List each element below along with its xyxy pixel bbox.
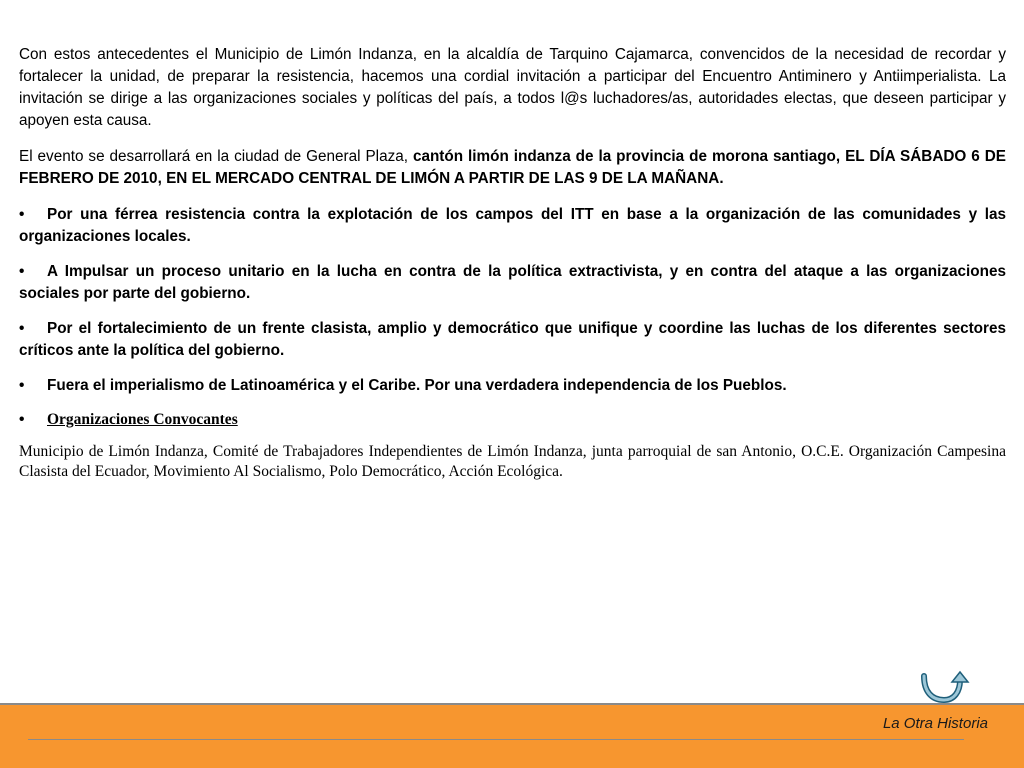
bullet-item-2 <box>19 261 1006 305</box>
event-text: El evento se desarrollará en la ciudad de General Plaza, <box>19 148 413 165</box>
bullet-marker: • <box>19 320 25 337</box>
organizations-heading-text: Organizaciones Convocantes <box>47 411 238 428</box>
document-body <box>19 44 1006 482</box>
organizations-list: Municipio de Limón Indanza, Comité de Trabajadores Independientes de Limón Indanza, junta parroquial de san Antonio, O.C.E. Organización Campesina Clasista del Ecuador, Movimiento Al Socialismo, Polo Democrático, Acción Ecológica. <box>19 443 1006 480</box>
intro-paragraph: Con estos antecedentes el Municipio de Limón Indanza, en la alcaldía de Tarquino Cajamarca, convencidos de la necesidad de recordar y fortalecer la unidad, de preparar la resistencia, hacemos una cordial invitación a participar del Encuentro Antiminero y Antiimperialista. La invitación se dirige a las organizaciones sociales y políticas del país, a todos l@s luchadores/as, autoridades electas, que deseen participar y apoyen esta causa. <box>19 46 1006 129</box>
event-details: cantón limón indanza de la provincia de morona santiago, EL DÍA SÁBADO 6 DE FEBRERO DE 2010, EN EL MERCADO CENTRAL DE LIMÓN A PARTIR DE LAS 9 DE LA MAÑANA. <box>19 148 1006 187</box>
organizations-heading <box>19 410 1006 430</box>
bullet-text-4: Fuera el imperialismo de Latinoamérica y el Caribe. Por una verdadera independencia de los Pueblos. <box>47 377 787 394</box>
bullet-marker: • <box>19 411 25 428</box>
event-paragraph <box>19 146 1006 190</box>
bullet-text-2: A Impulsar un proceso unitario en la lucha en contra de la política extractivista, y en contra del ataque a las organizaciones sociales por parte del gobierno. <box>19 263 1006 302</box>
bullet-item-3 <box>19 318 1006 362</box>
bullet-text-1: Por una férrea resistencia contra la explotación de los campos del ITT en base a la organización de las comunidades y las organizaciones locales. <box>19 206 1006 245</box>
return-arrow-icon[interactable] <box>918 670 974 704</box>
bullet-text-3: Por el fortalecimiento de un frente clasista, amplio y democrático que unifique y coordine las luchas de los diferentes sectores críticos ante la política del gobierno. <box>19 320 1006 359</box>
footer-label: La Otra Historia <box>882 715 988 732</box>
bullet-marker: • <box>19 263 25 280</box>
bullet-item-4 <box>19 375 1006 397</box>
bullet-item-1 <box>19 204 1006 248</box>
bullet-marker: • <box>19 377 25 394</box>
bullet-marker: • <box>19 206 25 223</box>
footer-divider <box>28 739 964 740</box>
footer-bar <box>0 703 1024 768</box>
